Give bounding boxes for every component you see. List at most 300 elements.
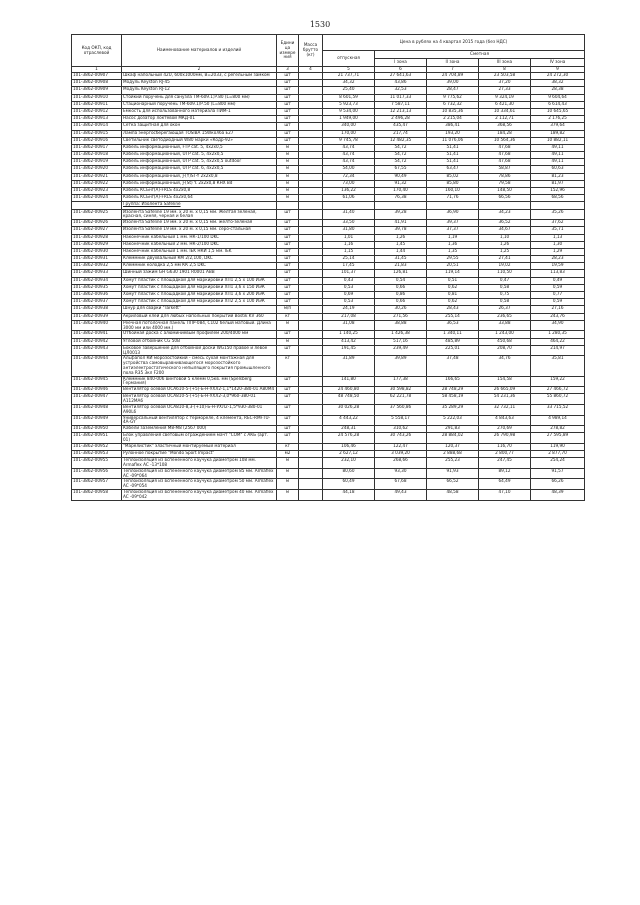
row-zone-3-price: 27,41 [479,256,531,263]
row-unit: м [277,166,299,173]
row-code: 101-3862-00917 [72,144,122,151]
table-row [72,130,585,137]
row-mass [299,227,323,234]
row-zone-3-price: 0,47 [479,277,531,284]
row-code: 101-3862-00909 [72,87,122,94]
row-zone-3-price: 23 503,58 [479,73,531,80]
row-mass [299,376,323,387]
row-mass [299,426,323,433]
row-zone-3-price: 1,10 [479,234,531,241]
row-zone-2-price: 28,43 [427,306,479,313]
row-zone-4-price: 35,81 [531,356,585,376]
row-zone-2-price: 255,14 [427,313,479,320]
table-row [72,94,585,101]
row-zone-1-price: 310,62 [375,426,427,433]
table-row [72,458,585,469]
row-code: 101-3862-00955 [72,458,122,469]
row-zone-1-price: 31,45 [375,256,427,263]
row-name: Шинный зажим GH G630 1901 R0001 ABB [122,270,277,277]
row-code: 101-3862-00930 [72,248,122,255]
row-zone-4-price: 10 882,11 [531,137,585,144]
table-row [72,123,585,130]
row-code: 101-3862-00924 [72,195,122,202]
table-row [72,227,585,234]
row-zone-1-price: 1,45 [375,241,427,248]
row-release-price: 21 737,71 [323,73,375,80]
header-name: Наименование материалов и изделий [122,35,277,67]
row-zone-2-price: 193,20 [427,130,479,137]
row-mass [299,306,323,313]
row-name: Хомут пластик с площадкой для маркировки ХП1 3,6 x 200 ИЭК [122,292,277,299]
row-zone-1-price: 3 039,20 [375,451,427,458]
table-row [72,299,585,306]
row-code: 101-3862-00942 [72,338,122,345]
row-code: 101-3862-00929 [72,241,122,248]
table-row [72,195,585,202]
row-zone-2-price: 485,89 [427,338,479,345]
row-code: 101-3862-00933 [72,270,122,277]
row-zone-3-price: 2 112,71 [479,116,531,123]
row-unit: шт [277,292,299,299]
table-row [72,426,585,433]
row-zone-4-price: 0,59 [531,299,585,306]
row-unit: м [277,458,299,469]
row-zone-2-price: 29,55 [427,256,479,263]
row-unit: шт [277,415,299,426]
row-zone-3-price: 79,58 [479,180,531,187]
row-zone-1-price: 2 496,28 [375,116,427,123]
row-code: 101-3862-00947 [72,394,122,405]
table-row [72,443,585,450]
row-mass [299,394,323,405]
row-zone-2-price: 24 704,89 [427,73,479,80]
row-zone-3-price: 54 231,36 [479,394,531,405]
row-name: Наконечник кабельный 2 мм. НК-2/100 DKC [122,241,277,248]
table-row [72,159,585,166]
row-zone-4-price: 1,30 [531,241,585,248]
row-zone-1-price: 11 017,33 [375,94,427,101]
row-zone-3-price: 110,50 [479,270,531,277]
row-release-price: 170,00 [323,130,375,137]
row-release-price: 101,37 [323,270,375,277]
row-unit: шт [277,331,299,338]
row-mass [299,490,323,501]
row-mass [299,468,323,479]
row-mass [299,234,323,241]
row-release-price: 30 026,28 [323,404,375,415]
row-unit: шт [277,404,299,415]
row-unit: шт [277,108,299,115]
row-zone-2-price: 0,81 [427,292,479,299]
row-unit: шт [277,130,299,137]
row-release-price: 24,19 [323,306,375,313]
row-zone-3-price: 0,58 [479,284,531,291]
row-code: 101-3862-00934 [72,277,122,284]
row-zone-3-price: 1,25 [479,248,531,255]
row-zone-3-price: 450,68 [479,338,531,345]
price-table [71,34,585,501]
row-code: 101-3862-00956 [72,468,122,479]
row-release-price: 191,45 [323,345,375,356]
row-zone-3-price: 6 421,30 [479,101,531,108]
row-code: 101-3862-00923 [72,188,122,195]
row-zone-1-price: 517,16 [375,338,427,345]
row-zone-4-price: 379,64 [531,123,585,130]
table-row [72,166,585,173]
row-code: 101-3862-00937 [72,299,122,306]
row-zone-3-price: 9 324,19 [479,94,531,101]
table-row [72,116,585,123]
row-zone-3-price: 32 732,11 [479,404,531,415]
table-row [72,415,585,426]
row-zone-1-price: 0,86 [375,292,427,299]
row-code: 101-3862-00928 [72,234,122,241]
row-release-price: 1,16 [323,241,375,248]
row-code: 101-3862-00946 [72,387,122,394]
row-zone-2-price: 28 748,29 [427,387,479,394]
row-mass [299,116,323,123]
row-zone-2-price: 0,62 [427,284,479,291]
row-name: Теплоизоляция из вспененного каучука диаметром 108 мм. Armaflex AC -13*108 [122,458,277,469]
row-name: Наконечник кабельный 1 мм. IEK НКИ 1,5 мм. IEK [122,248,277,255]
row-mass [299,80,323,87]
row-mass [299,87,323,94]
row-zone-1-price: 76,38 [375,195,427,202]
row-release-price: 4 443,22 [323,415,375,426]
row-zone-1-price: 91,32 [375,180,427,187]
row-name: Клеммник 840-006 винтовой 5 клемм 0,5кв. мм (Spelsberg Германия) [122,376,277,387]
table-row [72,331,585,338]
row-zone-1-price: 54,72 [375,159,427,166]
row-zone-1-price: 30 598,82 [375,387,427,394]
row-code: 101-3862-00944 [72,356,122,376]
row-zone-1-price: 177,38 [375,376,427,387]
row-unit: шт [277,277,299,284]
row-zone-2-price: 91,93 [427,468,479,479]
row-zone-3-price: 34,67 [479,227,531,234]
row-release-price: 17,45 [323,263,375,270]
row-name: Кабель информационный, J-(St) Y. 2x2x0,8 КНХ Bd [122,180,277,187]
row-name: Стойкий поручень для санузла ТМ-609.1;Р.80 (L=800 мм) [122,94,277,101]
row-mass [299,263,323,270]
row-zone-3-price: 27,33 [479,87,531,94]
row-zone-3-price: 0,75 [479,292,531,299]
row-mass [299,443,323,450]
row-zone-2-price: 36,53 [427,320,479,331]
row-name: Отбойная доска с алюминиевым профилем 200/4000 мм [122,331,277,338]
row-zone-1-price: 217,74 [375,130,427,137]
row-mass [299,159,323,166]
row-code: 101-3862-00931 [72,256,122,263]
row-unit [277,202,299,209]
row-zone-4-price: 0,77 [531,292,585,299]
row-zone-2-price: 166,65 [427,376,479,387]
row-zone-4-price: 0,59 [531,284,585,291]
row-zone-4-price: 33 715,52 [531,404,585,415]
row-zone-3-price: 26,37 [479,306,531,313]
row-code: 101-3862-00952 [72,443,122,450]
row-zone-4-price: 278,82 [531,426,585,433]
row-release-price: 0,53 [323,284,375,291]
row-zone-1-price: 5 558,17 [375,415,427,426]
row-name: Боковое завершение для отбойной доски WG150 правое и левое ЦЛ0013 [122,345,277,356]
row-mass [299,313,323,320]
row-unit: м [277,320,299,331]
row-zone-1-price: 37 560,86 [375,404,427,415]
table-row [72,87,585,94]
row-zone-4-price: 28,23 [531,256,585,263]
row-zone-4-price: 10 645,65 [531,108,585,115]
row-mass [299,144,323,151]
table-row [72,376,585,387]
table-row [72,270,585,277]
row-code: 101-3862-00941 [72,331,122,338]
row-code: 101-3862-00925 [72,209,122,220]
row-mass [299,284,323,291]
row-name: Изолента Safeline 19 мм. x 20 м. x 0,15 мм. желто-зеленая [122,220,277,227]
row-zone-4-price: 27,16 [531,306,585,313]
row-zone-2-price [427,202,479,209]
row-unit: м2 [277,451,299,458]
row-code: 101-3862-00948 [72,404,122,415]
row-release-price: 54,00 [323,166,375,173]
table-row [72,284,585,291]
table-row [72,277,585,284]
row-release-price: 9 745,78 [323,137,375,144]
row-unit: шт [277,376,299,387]
row-zone-1-price: 30 743,26 [375,433,427,444]
row-name: Альфапол КИ морозостойкий - смесь сухая монтажная для устройства самовыравнивающегося морозостойкого антиэлектростатического непылящего покрытия промышленного пола R35 3кл F200 [122,356,277,376]
row-mass [299,195,323,202]
row-unit: шт [277,426,299,433]
row-zone-3-price: 33,88 [479,320,531,331]
row-zone-3-price: 64,49 [479,479,531,490]
row-name: Акриловый клей для любых напольных покрытий Bostik KV 360 [122,313,277,320]
row-mass [299,404,323,415]
row-zone-2-price: 2 215,04 [427,116,479,123]
row-zone-3-price: 148,50 [479,188,531,195]
row-release-price [323,202,375,209]
row-name: Светильник светодиодный W80 марки «Кодр-92» [122,137,277,144]
row-release-price: 61,06 [323,195,375,202]
row-release-price: 106,46 [323,443,375,450]
row-zone-1-price: 54,72 [375,152,427,159]
row-release-price: 48 748,50 [323,394,375,405]
row-zone-2-price: 11 076,06 [427,137,479,144]
table-row [72,394,585,405]
row-release-price: 73,00 [323,180,375,187]
row-zone-2-price: 58 458,19 [427,394,479,405]
row-zone-3-price: 0,58 [479,299,531,306]
row-release-price: 31,08 [323,320,375,331]
row-mass [299,451,323,458]
row-release-price: 0,53 [323,299,375,306]
row-unit: шт [277,227,299,234]
row-zone-1-price: 1 426,38 [375,331,427,338]
header-zone-2: II зона [427,59,479,67]
row-zone-2-price: 39,37 [427,220,479,227]
row-zone-2-price: 386,41 [427,123,479,130]
row-unit: м [277,468,299,479]
row-zone-2-price: 119,14 [427,270,479,277]
row-zone-4-price: 49,11 [531,144,585,151]
row-mass [299,166,323,173]
row-code: 101-3862-00919 [72,159,122,166]
header-zone-1: I зона [375,59,427,67]
row-release-price: 43,74 [323,159,375,166]
row-name: Группа: Изолента Safeline [122,202,277,209]
row-zone-3-price: 47,68 [479,152,531,159]
row-zone-2-price: 35 289,29 [427,404,479,415]
row-release-price: 1 949,00 [323,116,375,123]
row-mass [299,209,323,220]
row-code: 101-3862-00958 [72,490,122,501]
row-release-price: 80,60 [323,468,375,479]
row-unit: шт [277,241,299,248]
row-zone-1-price: 54,72 [375,144,427,151]
row-zone-4-price: 81,97 [531,180,585,187]
row-zone-3-price: 10 564,36 [479,137,531,144]
row-release-price: 2 627,12 [323,451,375,458]
row-name: Изолента Safeline 19 мм. x 20 м. x 0,15 мм. Желтая зеленая, красная, синяя, черная и белая [122,209,277,220]
row-name: Наконечник кабельный 1 мм. НК-1/100 DKC [122,234,277,241]
row-zone-1-price: 271,56 [375,313,427,320]
row-release-price: 31,40 [323,209,375,220]
row-release-price: 5 923,73 [323,101,375,108]
row-name: Клеммник колодка 2,5 мм КК 2,5 DKC [122,263,277,270]
row-mass [299,415,323,426]
row-mass [299,345,323,356]
row-mass [299,188,323,195]
row-zone-4-price: 66,26 [531,479,585,490]
row-zone-1-price: 41,91 [375,220,427,227]
row-name: Кабель КСБнг(А)-FRLS 4x2x0,64 [122,195,277,202]
row-zone-4-price: 81,23 [531,173,585,180]
row-name: Кабель информационный, UTP cat. 5, 4x2x0,5 [122,152,277,159]
row-code: 101-3862-00915 [72,130,122,137]
column-number: 6 [375,67,427,73]
row-zone-4-price: 214,97 [531,345,585,356]
row-zone-1-price [375,202,427,209]
row-zone-3-price: 26 665,09 [479,387,531,394]
row-zone-3-price: 58,87 [479,166,531,173]
table-row [72,338,585,345]
row-zone-1-price: 32,53 [375,87,427,94]
row-zone-1-price: 93,30 [375,468,427,479]
table-row [72,108,585,115]
row-zone-3-price: 47,68 [479,144,531,151]
row-name: Изолента Safeline 19 мм. x 20 м. x 0,15 мм. серо-стальная [122,227,277,234]
row-release-price: 8 601,59 [323,94,375,101]
row-zone-2-price: 120,37 [427,443,479,450]
row-mass [299,331,323,338]
row-zone-2-price: 1,35 [427,248,479,255]
row-mass [299,180,323,187]
row-name: Угловой отбойник CG 50B [122,338,277,345]
row-zone-1-price: 39,28 [375,209,427,220]
row-mass [299,94,323,101]
header-zone-4: IV зона [531,59,585,67]
row-unit: м/п [277,306,299,313]
header-zone-3: III зона [479,59,531,67]
row-unit: шт [277,87,299,94]
row-name: Кабель информационный, UTP cat. 6, 4x2x0,5 [122,166,277,173]
table-row [72,152,585,159]
row-zone-4-price: 48,39 [531,490,585,501]
table-body [72,73,585,501]
row-mass [299,73,323,80]
row-name: Насос дозатор локтевой МКД-01 [122,116,277,123]
row-zone-3-price: 116,70 [479,443,531,450]
row-unit: шт [277,123,299,130]
row-name: Лампа энергосберегающая TOSIBA 15Wкол6а Е27 [122,130,277,137]
row-zone-3-price: 368,56 [479,123,531,130]
row-zone-2-price: 160,10 [427,188,479,195]
table-row [72,345,585,356]
row-code: 101-3862-00943 [72,345,122,356]
row-name: Емкость для использованного материала ПИМ-1 [122,108,277,115]
row-zone-4-price: 34,90 [531,320,585,331]
row-zone-3-price: 2 800,77 [479,451,531,458]
row-mass [299,108,323,115]
header-unit: Едини ца измере ния [277,35,299,67]
row-zone-2-price: 37,37 [427,227,479,234]
row-zone-2-price: 39,00 [427,80,479,87]
row-code: 101-3862-00936 [72,292,122,299]
table-row [72,73,585,80]
table-row [72,313,585,320]
row-zone-3-price: 47,68 [479,159,531,166]
row-zone-2-price: 66,52 [427,479,479,490]
row-unit: шт [277,263,299,270]
row-unit: шт [277,256,299,263]
row-zone-2-price: 36,90 [427,209,479,220]
row-mass [299,320,323,331]
row-name: Универсальный вентилятор с термореле, 4 клемента, REC-RMFTU-4A-GY [122,415,277,426]
row-code: 101-3862-00910 [72,94,122,101]
row-zone-4-price: 49,11 [531,159,585,166]
table-row [72,248,585,255]
row-release-price: 25,40 [323,87,375,94]
row-code: 101-3862-00911 [72,101,122,108]
row-unit: шт [277,387,299,394]
row-zone-4-price: 0,49 [531,277,585,284]
row-zone-2-price: 0,51 [427,277,479,284]
row-unit: м [277,173,299,180]
row-zone-4-price: 27 466,72 [531,387,585,394]
row-zone-4-price: 159,22 [531,376,585,387]
row-code: 101-3862-00913 [72,116,122,123]
row-zone-3-price: 37,20 [479,80,531,87]
row-zone-1-price: 39,78 [375,227,427,234]
row-zone-2-price: 71,76 [427,195,479,202]
row-zone-2-price: 1,19 [427,234,479,241]
row-code: 101-3862-00949 [72,415,122,426]
row-unit: м [277,338,299,345]
row-name: Вентилятор осевой ОСА610-5-(+5)-Б-Н-УХЛ2-1,1*1420-380-01 А80М4 [122,387,277,394]
row-zone-3-price: 236,65 [479,313,531,320]
row-name: Теплоизоляция из вспененного каучука диаметром 85 мм. Armaflex AC -09*064 [122,468,277,479]
row-release-price: 31,89 [323,356,375,376]
row-release-price: 72,34 [323,173,375,180]
row-release-price: 31,80 [323,227,375,234]
table-row [72,404,585,415]
row-code: 101-3862-00912 [72,108,122,115]
column-number: 2 [122,67,277,73]
row-name: Шнур для сварки "Tarkett" [122,306,277,313]
table-row [72,387,585,394]
table-row [72,306,585,313]
